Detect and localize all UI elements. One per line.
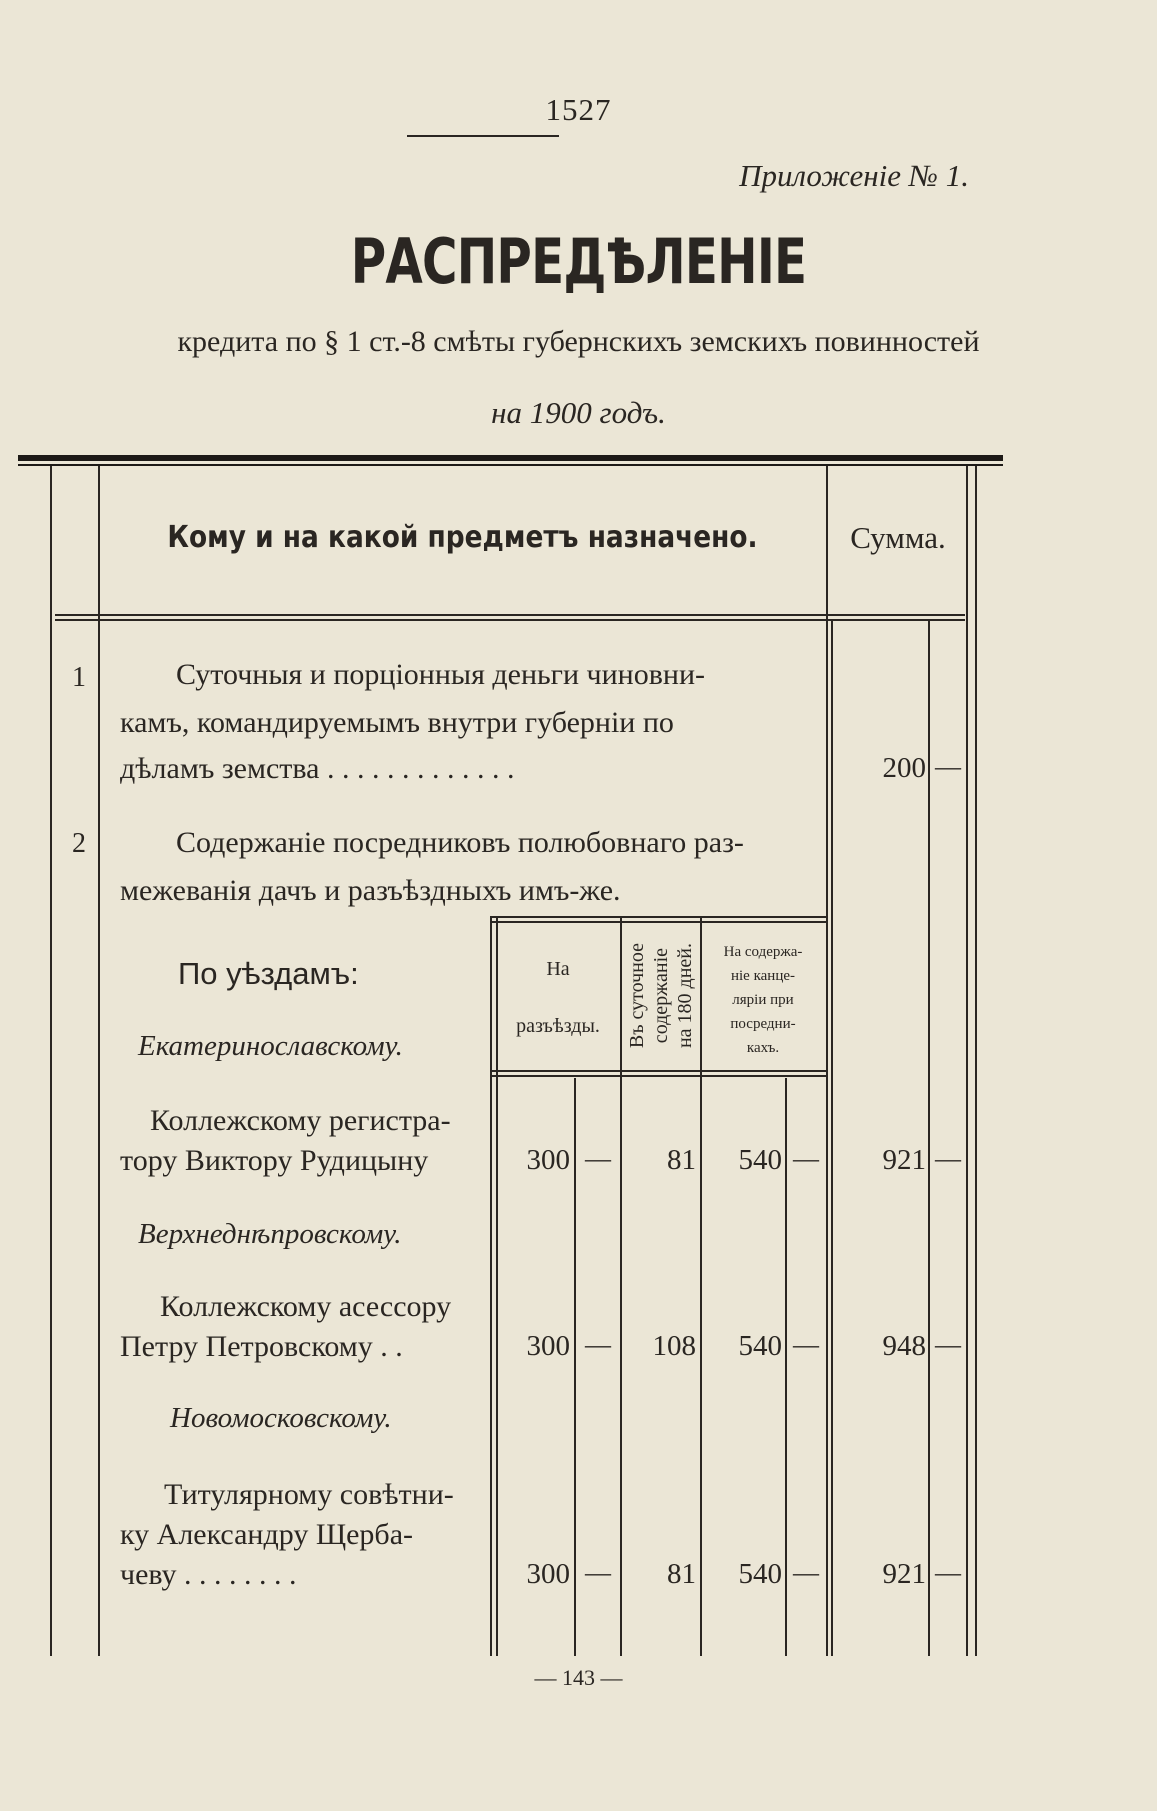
column-header-daily-line: Въ суточное (626, 943, 648, 1049)
office-kopecks: — (793, 1144, 819, 1173)
header-row-rule-1 (55, 614, 965, 616)
item-text-line: межеванія дачъ и разъѣздныхъ имъ-же. (120, 874, 621, 907)
office-kopecks: — (793, 1558, 819, 1587)
subtable-header-rule-2 (490, 1075, 826, 1077)
row-total: 948 (882, 1330, 926, 1362)
page-number: 1527 (545, 92, 612, 127)
title-rule-thick (18, 455, 1003, 461)
office-value: 540 (738, 1144, 782, 1176)
row-total-kopecks: — (935, 1558, 961, 1587)
subtable-col-border (490, 916, 492, 1656)
district-name: Екатеринославскому. (138, 1030, 403, 1062)
office-value: 540 (738, 1558, 782, 1590)
travel-value: 300 (526, 1558, 570, 1590)
item-sum-kopecks: — (935, 752, 961, 781)
travel-value: 300 (526, 1144, 570, 1176)
daily-value: 81 (667, 1144, 696, 1176)
column-header-office (702, 940, 824, 1060)
column-header-office-line: посредни- (730, 1016, 796, 1032)
item-sum: 200 (882, 752, 926, 784)
item-text-line: камъ, командируемымъ внутри губерніи по (120, 706, 674, 739)
person-line: Коллежскому асессору (160, 1290, 452, 1323)
table-sum-col-left-border (826, 466, 828, 1656)
person-line: Петру Петровскому . . (120, 1330, 403, 1363)
district-name: Верхнеднѣпровскому. (138, 1218, 402, 1250)
column-header-sum: Сумма. (850, 520, 946, 555)
item-text-line: Содержаніе посредниковъ полюбовнаго раз- (176, 826, 744, 859)
document-subtitle: кредита по § 1 ст.-8 смѣты губернскихъ земскихъ повинностей (177, 325, 980, 358)
column-header-purpose: Кому и на какой предметъ назначено. (167, 520, 758, 555)
office-kopecks: — (793, 1330, 819, 1359)
daily-value: 81 (667, 1558, 696, 1590)
column-header-daily-line: на 180 дней. (674, 943, 696, 1049)
column-header-travel (498, 958, 618, 1038)
office-value: 540 (738, 1330, 782, 1362)
item-number: 1 (72, 662, 86, 693)
column-header-daily-line: содержаніе (650, 948, 672, 1044)
document-year: на 1900 годъ. (491, 395, 666, 430)
column-header-daily (622, 924, 700, 1068)
table-number-col-border (98, 466, 100, 1656)
item-text-line: дѣламъ земства . . . . . . . . . . . . . (120, 752, 515, 785)
document-title: РАСПРЕДѢЛЕНІЕ (350, 225, 807, 298)
column-header-office-line: ніе канце- (730, 968, 796, 984)
person-line: Коллежскому регистра- (150, 1104, 451, 1137)
column-header-travel-line: На (546, 958, 570, 980)
subtable-top-rule-1 (490, 916, 826, 918)
column-header-office-line: кахъ. (746, 1040, 780, 1056)
table-sum-col-left-border-2 (831, 620, 833, 1656)
page-number-rule (407, 135, 559, 137)
table-right-border-2 (975, 466, 977, 1656)
person-line: ку Александру Щерба- (120, 1518, 413, 1551)
item-number: 2 (72, 828, 86, 859)
row-total: 921 (882, 1144, 926, 1176)
travel-kopecks: — (585, 1144, 611, 1173)
column-header-office-line: На содержа- (723, 944, 803, 960)
person-line: Титулярному совѣтни- (164, 1478, 454, 1511)
item-text-line: Суточныя и порціонныя деньги чиновни- (176, 658, 705, 691)
table-right-border (966, 466, 968, 1656)
title-rule-thin (18, 464, 1003, 466)
table-left-border (50, 466, 52, 1656)
row-total-kopecks: — (935, 1330, 961, 1359)
travel-kopecks: — (585, 1558, 611, 1587)
subtable-top-rule-2 (490, 921, 826, 923)
row-total: 921 (882, 1558, 926, 1590)
travel-kopecks: — (585, 1330, 611, 1359)
daily-value: 108 (652, 1330, 696, 1362)
column-header-office-line: ляріи при (732, 992, 794, 1008)
column-header-travel-line: разъѣзды. (516, 1015, 600, 1037)
by-district-label: По уѣздамъ: (178, 956, 359, 991)
person-line: тору Виктору Рудицыну (120, 1144, 429, 1177)
travel-value: 300 (526, 1330, 570, 1362)
row-total-kopecks: — (935, 1144, 961, 1173)
person-line: чеву . . . . . . . . (120, 1558, 297, 1591)
subtable-header-rule-1 (490, 1070, 826, 1072)
footer-page-number: — 143 — (534, 1665, 623, 1690)
district-name: Новомосковскому. (170, 1402, 392, 1434)
appendix-label: Приложеніе № 1. (739, 158, 969, 193)
header-row-rule-2 (55, 619, 965, 621)
